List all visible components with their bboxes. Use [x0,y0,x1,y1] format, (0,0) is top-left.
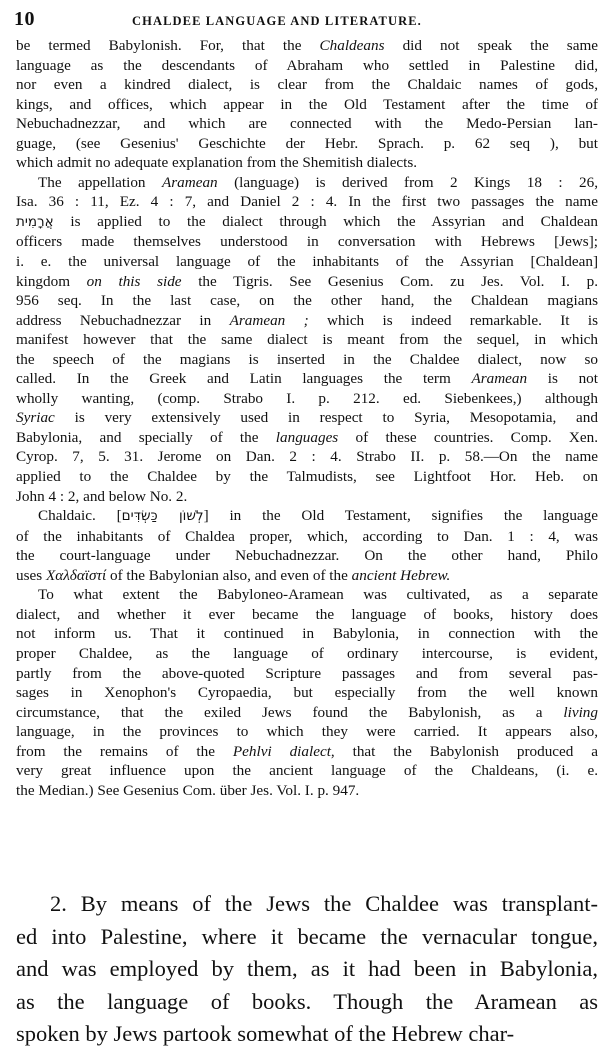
text-line: address Nebuchadnezzar in Aramean ; which is indeed remarkable. It is [16,311,598,329]
text-line: circumstance, that the exiled Jews found the Babylonish, as a living [16,703,598,721]
italic-term: Pehlvi dialect [232,742,331,760]
text-line: language as the descendants of Abraham who settled in Palestine did, [16,56,598,74]
italic-term: Χαλδαϊστί [45,566,107,584]
paragraph-1 [16,36,598,173]
text-line: 956 seq. In the last case, on the other hand, the Chaldean magians [16,292,598,310]
italic-term: Aramean [161,173,218,191]
text-line: nor even a kindred dialect, is clear from the Chaldaic names of gods, [16,76,598,94]
italic-term: Aramean [471,370,528,388]
text-line: אֲרָמִית is applied to the dialect through which the Assyrian and Chaldean [16,212,598,230]
text-line: manifest however that the same dialect is meant from the sequel, in which [16,331,598,349]
text-line: Nebuchadnezzar, and which are connected with the Medo-Persian lan- [16,115,598,133]
text-line: spoken by Jews partook somewhat of the Hebrew char- [16,1021,515,1046]
text-line: 2. By means of the Jews the Chaldee was transplant- [50,891,598,916]
paragraph-3 [16,506,598,585]
running-title: CHALDEE LANGUAGE AND LITERATURE. [132,14,422,28]
text-line: the court-language under Nebuchadnezzar. On the other hand, Philo [16,547,598,565]
text-line: dialect, and whether it ever became the language of books, history does [16,605,598,623]
text-line: To what extent the Babyloneo-Aramean was cultivated, as a separate [38,586,598,604]
text-line: kingdom on this side the Tigris. See Gesenius Com. zu Jes. Vol. I. p. [16,272,598,290]
text-line: Babylonia, and specially of the languages of these countries. Comp. Xen. [16,428,598,446]
hebrew-term: לְשׁוֹן כַּשְׂדִּים [121,508,204,525]
text-line: Isa. 36 : 11, Ez. 4 : 7, and Daniel 2 : 4. In the first two passages the name [16,193,598,211]
italic-term: languages [275,428,339,446]
page-number: 10 [14,8,35,30]
italic-term: Aramean ; [229,311,309,329]
text-line: the speech of the magians is inserted in the Chaldee dialect, now so [16,350,598,368]
paragraph-2 [16,173,598,506]
main-text-block [16,888,598,1051]
italic-term: living [563,703,598,721]
text-line: kings, and offices, which appear in the Old Testament after the time of [16,95,598,113]
text-line: not inform us. That it continued in Babylonia, in connection with the [16,625,598,643]
page-header [14,8,602,34]
text-line: guage, (see Gesenius' Geschichte der Hebr. Sprach. p. 62 seq ), but [16,134,598,152]
text-line: sages in Xenophon's Cyropaedia, but especially from the well known [16,684,598,702]
text-line: wholly wanting, (comp. Strabo I. p. 212. ed. Siebenkees,) although [16,389,598,407]
text-line: the Median.) See Gesenius Com. über Jes. Vol. I. p. 947. [16,781,360,799]
paragraph-4 [16,585,598,800]
italic-term: Syriac [16,409,55,427]
text-line: John 4 : 2, and below No. 2. [16,487,188,505]
text-line: very great influence upon the ancient language of the Chaldeans, (i. e. [16,762,598,780]
text-line: and was employed by them, as it had been in Babylonia, [16,956,598,981]
text-line: The appellation Aramean (language) is derived from 2 Kings 18 : 26, [38,173,598,191]
text-line: called. In the Greek and Latin languages the term Aramean is not [16,370,598,388]
text-line: Chaldaic. [לְשׁוֹן כַּשְׂדִּים] in the Old Testament, signifies the language [38,507,598,525]
text-line: as the language of books. Though the Aramean as [16,988,598,1014]
italic-term: ancient Hebrew. [351,566,451,584]
text-line: Syriac is very extensively used in respect to Syria, Mesopotamia, and [16,409,598,427]
text-line: uses Χαλδαϊστί of the Babylonian also, and even of the ancient Hebrew. [16,566,451,584]
text-line: partly from the above-quoted Scripture passages and from several pas- [16,664,598,682]
text-line: from the remains of the Pehlvi dialect, that the Babylonish produced a [16,742,598,760]
note-text-block [16,36,598,800]
text-line: ed into Palestine, where it became the vernacular tongue, [16,923,598,949]
text-line: of the inhabitants of Chaldea proper, which, according to Dan. 1 : 4, was [16,527,598,545]
paragraph-5 [16,888,598,1051]
text-line: Cyrop. 7, 5. 31. Jerome on Dan. 2 : 4. Strabo II. p. 58.—On the name [16,448,598,466]
italic-term: on this side [86,272,182,290]
text-line: officers made themselves understood in conversation with Hebrews [Jews]; [16,233,598,251]
hebrew-term: אֲרָמִית [16,213,54,230]
text-line: language, in the provinces to which they were carried. It appears also, [16,723,598,741]
text-line: proper Chaldee, as the language of ordinary intercourse, is evident, [16,644,598,662]
text-line: which admit no adequate explanation from the Shemitish dialects. [16,154,418,172]
text-line: be termed Babylonish. For, that the Chaldeans did not speak the same [16,37,598,54]
italic-term: Chaldeans [319,37,385,54]
text-line: i. e. the universal language of the inhabitants of the Assyrian [Chaldean] [16,253,598,271]
text-line: applied to the Chaldee by the Talmudists, see Lightfoot Hor. Heb. on [16,468,598,486]
